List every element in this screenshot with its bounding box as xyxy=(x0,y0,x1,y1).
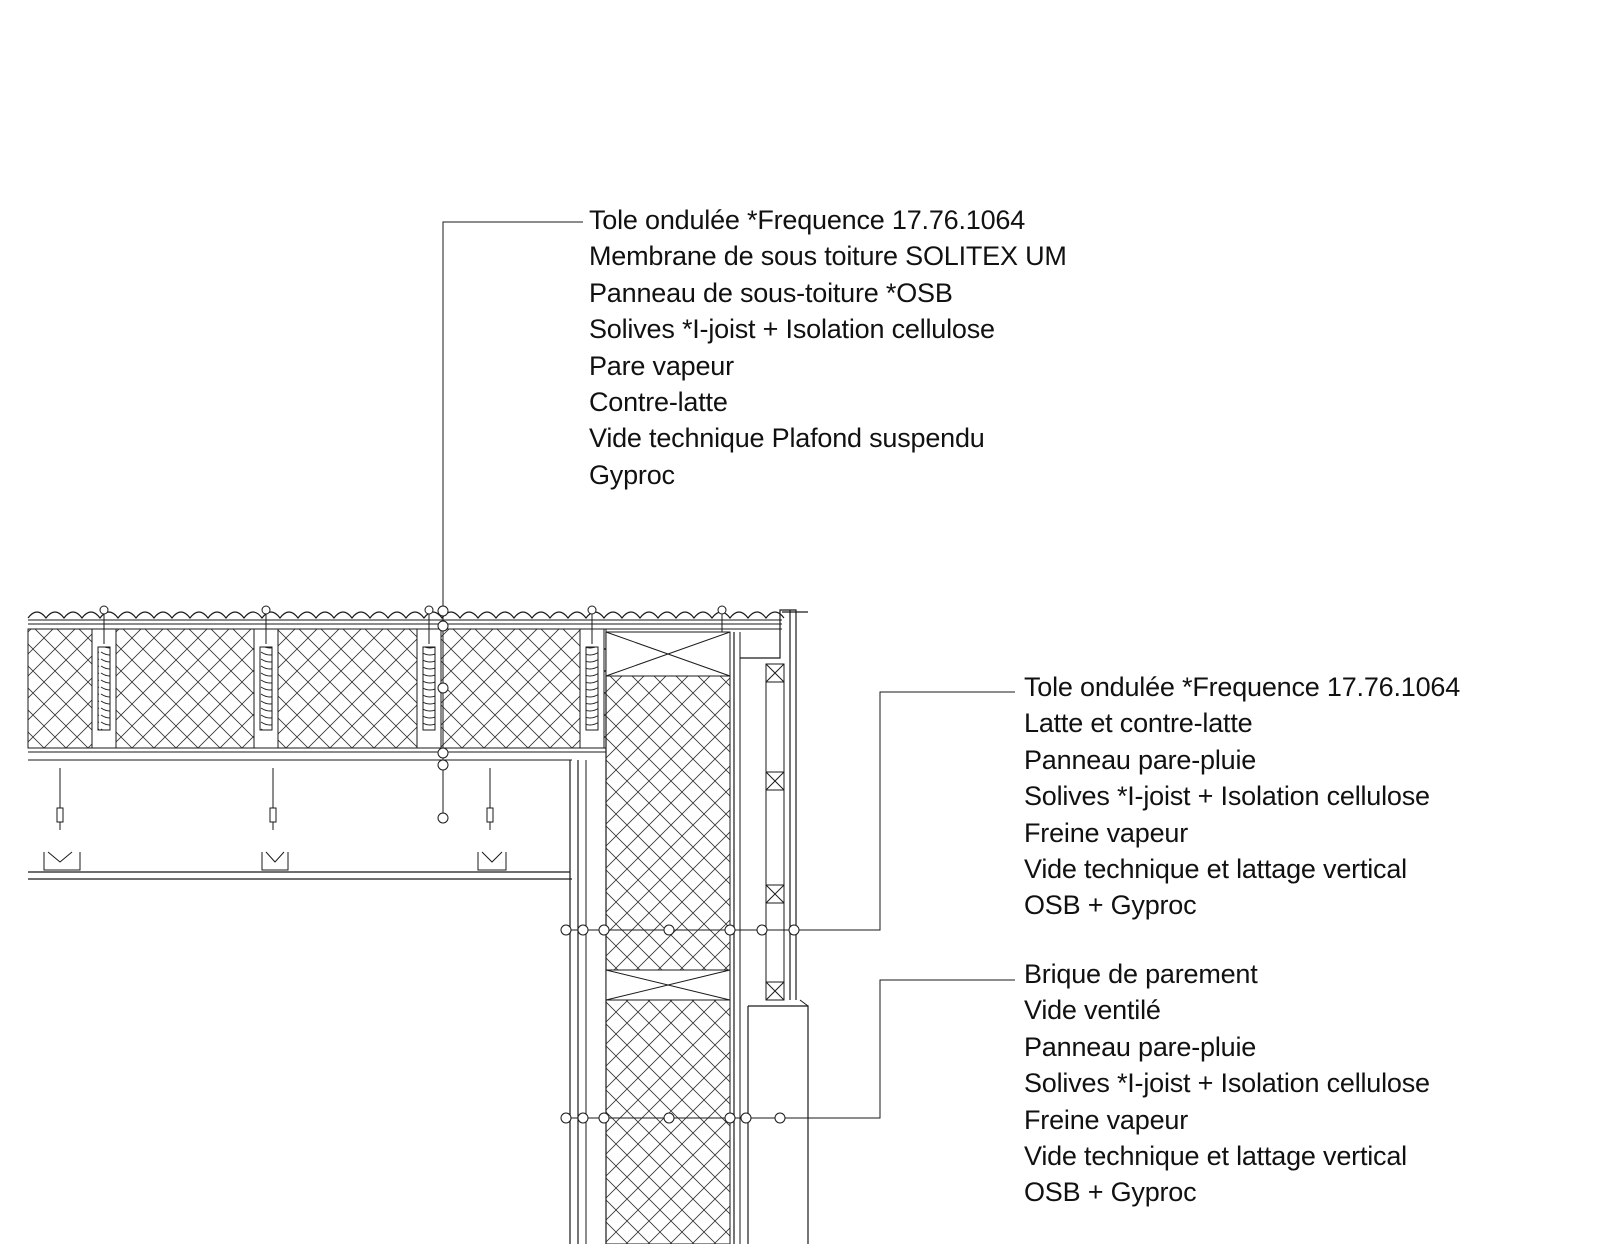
wall-upper-label-4: Solives *I-joist + Isolation cellulose xyxy=(1024,781,1430,812)
roof-label-3: Panneau de sous-toiture *OSB xyxy=(589,277,953,308)
roof-corrugated-sheet xyxy=(28,612,784,618)
wall-lower-label-3: Panneau pare-pluie xyxy=(1024,1031,1257,1062)
roof-label-1: Tole ondulée *Frequence 17.76.1064 xyxy=(589,205,1026,235)
wall-upper-label-2: Latte et contre-latte xyxy=(1024,708,1253,739)
roof-label-4: Solives *I-joist + Isolation cellulose xyxy=(589,314,995,345)
roof-layer-labels xyxy=(589,202,1067,493)
wall-lower-layer-labels xyxy=(1024,956,1430,1211)
wall-upper-label-7: OSB + Gyproc xyxy=(1024,890,1197,921)
roof-label-2: Membrane de sous toiture SOLITEX UM xyxy=(589,241,1067,272)
wall-insulation xyxy=(606,632,730,1244)
wall-lower-label-4: Solives *I-joist + Isolation cellulose xyxy=(1024,1068,1430,1099)
wall-lower-label-2: Vide ventilé xyxy=(1024,995,1161,1026)
wall-upper-label-3: Panneau pare-pluie xyxy=(1024,744,1257,775)
ceiling-hangers xyxy=(44,768,506,870)
wall-lower-label-7: OSB + Gyproc xyxy=(1024,1177,1197,1208)
roof-label-6: Contre-latte xyxy=(589,387,728,418)
roof-label-7: Vide technique Plafond suspendu xyxy=(589,423,985,454)
wall-upper-layer-labels xyxy=(1024,669,1460,924)
wall-lower-label-1: Brique de parement xyxy=(1024,959,1258,989)
wall-upper-label-5: Freine vapeur xyxy=(1024,817,1188,848)
wall-lower-label-5: Freine vapeur xyxy=(1024,1104,1188,1135)
wall-upper-label-1: Tole ondulée *Frequence 17.76.1064 xyxy=(1024,672,1461,702)
wall-upper-label-6: Vide technique et lattage vertical xyxy=(1024,854,1407,885)
roof-label-5: Pare vapeur xyxy=(589,350,734,381)
wall-lower-label-6: Vide technique et lattage vertical xyxy=(1024,1141,1407,1172)
roof-label-8: Gyproc xyxy=(589,459,675,490)
